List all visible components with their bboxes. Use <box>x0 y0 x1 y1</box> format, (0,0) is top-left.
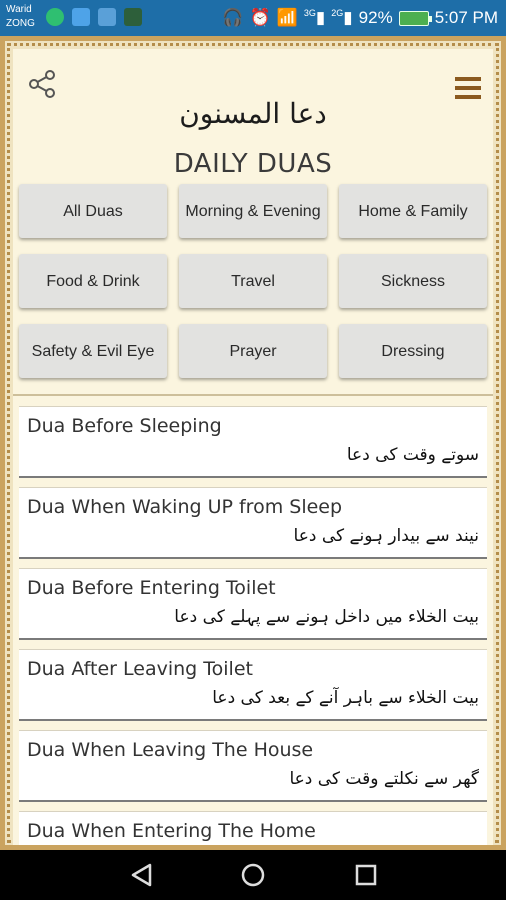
carrier-label <box>6 3 35 31</box>
category-button-travel[interactable]: Travel <box>179 254 327 308</box>
category-button-food-drink[interactable]: Food & Drink <box>19 254 167 308</box>
category-button-safety-evil-eye[interactable]: Safety & Evil Eye <box>19 324 167 378</box>
dua-title-urdu: بیت الخلاء میں داخل ہونے سے پہلے کی دعا <box>174 607 479 627</box>
dua-title-urdu: گھر سے نکلتے وقت کی دعا <box>289 769 479 789</box>
menu-icon[interactable] <box>455 77 481 99</box>
dua-title-english: Dua When Entering The Home <box>27 820 316 842</box>
network-type-1: 3G <box>303 8 316 18</box>
page-title-urdu: دعا المسنون <box>179 97 327 130</box>
back-icon[interactable] <box>128 861 156 889</box>
carrier-line-1: Warid <box>6 4 32 15</box>
recents-icon[interactable] <box>352 861 380 889</box>
share-icon[interactable] <box>27 69 57 99</box>
battery-icon <box>399 11 429 26</box>
signal-icon: $^{2G}$▮ <box>331 8 353 27</box>
status-icons <box>222 0 498 36</box>
category-button-dressing[interactable]: Dressing <box>339 324 487 378</box>
carrier-line-2: ZONG <box>6 18 35 29</box>
status-bar <box>0 0 506 36</box>
status-time: 5:07 PM <box>434 8 498 27</box>
category-button-prayer[interactable]: Prayer <box>179 324 327 378</box>
dua-title-english: Dua After Leaving Toilet <box>27 658 253 680</box>
dua-title-english: Dua Before Sleeping <box>27 415 222 437</box>
divider <box>13 394 493 396</box>
dua-title-english: Dua When Waking UP from Sleep <box>27 496 343 518</box>
dua-title-english: Dua When Leaving The House <box>27 739 314 761</box>
list-item[interactable] <box>19 649 487 721</box>
category-button-sickness[interactable]: Sickness <box>339 254 487 308</box>
wifi-icon: 📶 <box>276 8 298 27</box>
dua-title-urdu: نیند سے بیدار ہونے کی دعا <box>293 526 479 546</box>
app-frame <box>0 36 506 850</box>
list-item[interactable] <box>19 568 487 640</box>
dua-title-urdu: بیت الخلاء سے باہر آنے کے بعد کی دعا <box>212 688 479 708</box>
list-item[interactable] <box>19 487 487 559</box>
dua-title-urdu: سوتے وقت کی دعا <box>346 445 479 465</box>
category-button-all-duas[interactable]: All Duas <box>19 184 167 238</box>
category-button-home-family[interactable]: Home & Family <box>339 184 487 238</box>
dua-list <box>19 406 487 845</box>
notification-app-icon <box>124 8 142 26</box>
notification-app-icon <box>46 8 64 26</box>
headphones-icon: 🎧 <box>222 8 244 27</box>
notification-icons <box>46 8 142 26</box>
app-content <box>13 49 493 845</box>
category-grid <box>19 184 487 378</box>
list-item[interactable] <box>19 406 487 478</box>
alarm-icon: ⏰ <box>249 8 271 27</box>
notification-app-icon <box>72 8 90 26</box>
network-type-2: 2G <box>331 8 344 18</box>
notification-app-icon <box>98 8 116 26</box>
page-title: DAILY DUAS <box>173 149 333 179</box>
list-item[interactable] <box>19 730 487 802</box>
navigation-bar <box>0 850 506 900</box>
signal-icon: $^{3G}$▮ <box>303 8 326 27</box>
category-button-morning-evening[interactable]: Morning & Evening <box>179 184 327 238</box>
home-icon[interactable] <box>239 861 267 889</box>
dua-title-english: Dua Before Entering Toilet <box>27 577 276 599</box>
list-item[interactable] <box>19 811 487 845</box>
battery-percent: 92% <box>358 8 393 27</box>
